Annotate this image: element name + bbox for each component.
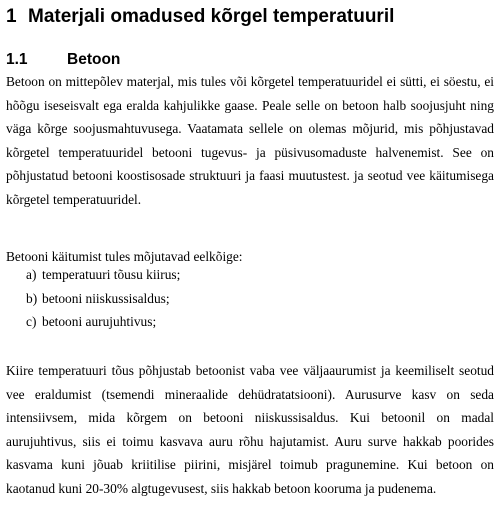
list-item: [6, 287, 494, 311]
list-item: [6, 310, 494, 334]
list-marker: a): [26, 267, 37, 282]
subsection-number: 1.1: [6, 51, 28, 68]
factors-list: [6, 263, 494, 334]
list-item: [6, 263, 494, 287]
subsection-heading: [6, 50, 120, 70]
section-number: 1: [6, 6, 17, 27]
list-item-text: betooni aurujuhtivus;: [42, 314, 157, 330]
list-item-text: temperatuuri tõusu kiirus;: [42, 267, 181, 282]
paragraph-factors-lead: Betooni käitumist tules mõjutavad eelkõige:: [6, 249, 243, 264]
list-marker: b): [26, 290, 38, 306]
paragraph-intro: Betoon on mittepõlev materjal, mis tules või kõrgetel temperatuuridel ei sütti, ei söestu, ei hõõgu iseseisvalt ega eralda kahjulikke gaase. Peale selle on betoon halb soojusjuht ning väga kõrge soojusmahtuvusega. Vaatamata sellele on olemas mõjurid, mis põhjustavad kõrgetel temperatuuridel betooni tugevus- ja püsivusomaduste halvenemist. See on põhjustatud betooni koostisosade struktuuri ja faasi muutustest. ja seotud vee käitumisega kõrgetel temperatuuridel.: [6, 74, 494, 207]
list-item-text: betooni niiskussisaldus;: [42, 290, 170, 306]
list-marker: c): [26, 314, 37, 330]
section-title: Materjali omadused kõrgel temperatuuril: [28, 6, 395, 27]
paragraph-mechanism: Kiire temperatuuri tõus põhjustab betoonist vaba vee väljaaurumist ja keemiliselt seotud vee eraldumist (tsemendi mineraalide dehüdratatsiooni). Aurusurve kasv on seda intensiivsem, mida kõrgem on betooni niiskussisaldus. Kui betoonil on madal aurujuhtivus, siis ei toimu kasvava auru rõhu hajutamist. Auru surve hakkab poorides kasvama kuni jõuab kriitilise piirini, misjärel toimub pragunemine. Kui betoon on kaotanud kuni 20-30% algtugevusest, siis hakkab betoon kooruma ja pudenema.: [6, 363, 494, 496]
subsection-title: Betoon: [67, 51, 121, 68]
section-heading: [6, 5, 394, 29]
